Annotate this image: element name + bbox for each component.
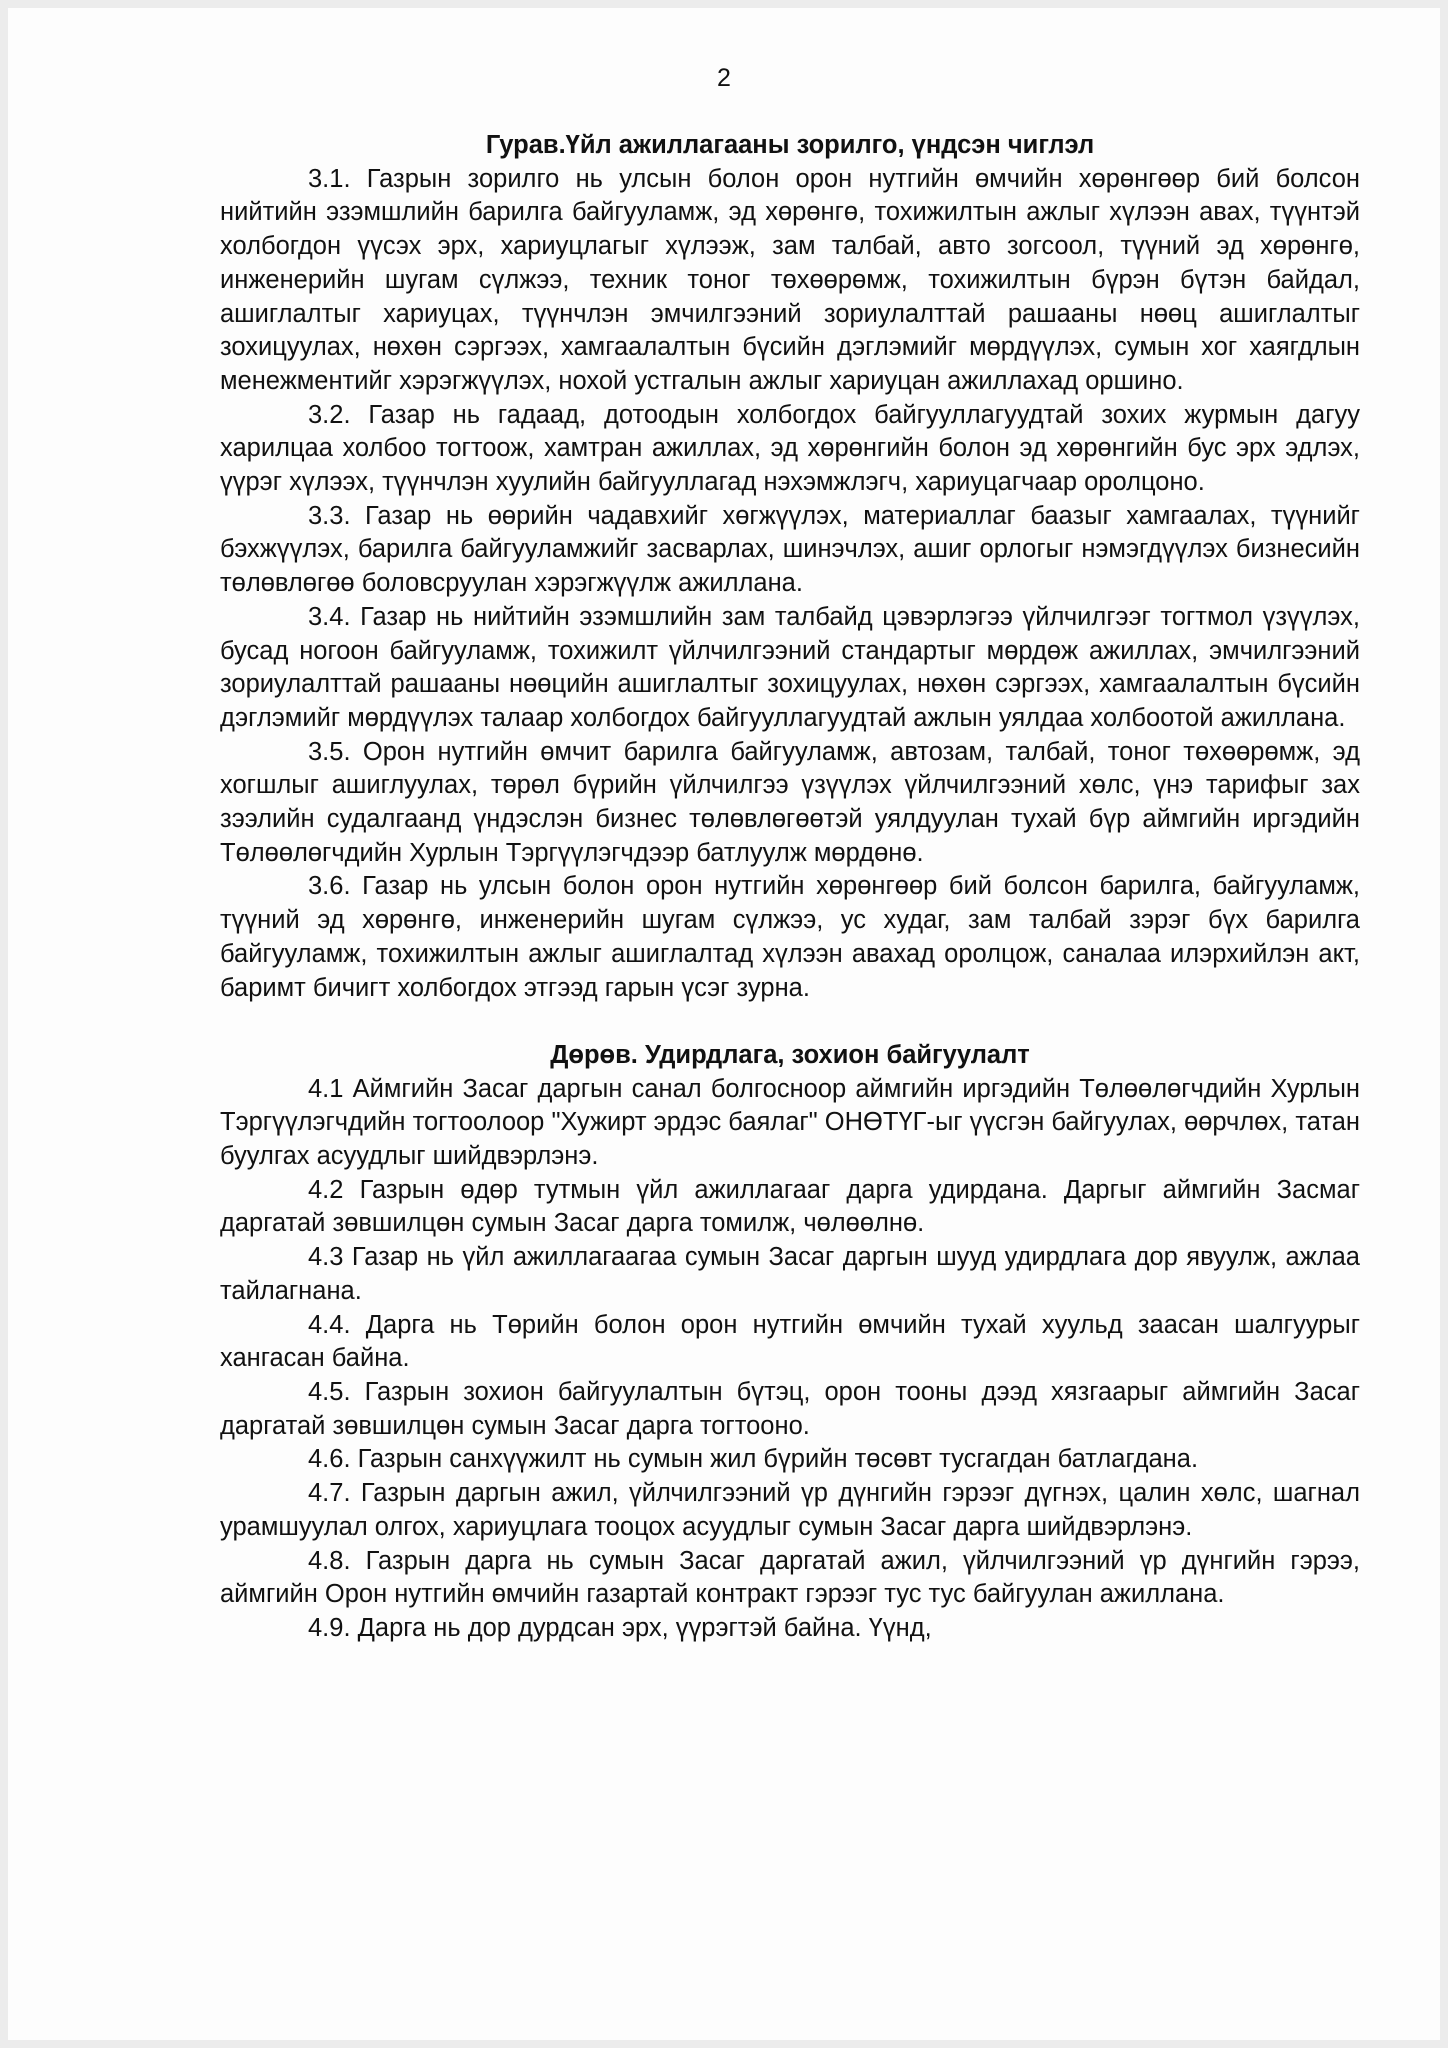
paragraph-4-1: 4.1 Аймгийн Засаг даргын санал болгосноор аймгийн иргэдийн Төлөөлөгчдийн Хурлын Тэргүүлэгчдийн тогтоолоор "Хужирт эрдэс баялаг" ОНӨТҮГ-ыг үүсгэн байгуулах, өөрчлөх, татан буулгах асуудлыг шийдвэрлэнэ.	[220, 1074, 1360, 1171]
document-page	[8, 8, 1440, 2040]
paragraph-4-4: 4.4. Дарга нь Төрийн болон орон нутгийн өмчийн тухай хуульд заасан шалгуурыг хангасан байна.	[220, 1310, 1360, 1373]
paragraph-3-2: 3.2. Газар нь гадаад, дотоодын холбогдох байгууллагуудтай зохих журмын дагуу харилцаа холбоо тогтоож, хамтран ажиллах, эд хөрөнгийн болон эд хөрөнгийн бус эрх эдлэх, үүрэг хүлээх, түүнчлэн хуулийн байгууллагад нэхэмжлэгч, хариуцагчаар оролцоно.	[220, 400, 1360, 497]
paragraph-4-6: 4.6. Газрын санхүүжилт нь сумын жил бүрийн төсөвт тусгагдан батлагдана.	[308, 1445, 1199, 1474]
section-3-heading: Гурав.Үйл ажиллагааны зорилго, үндсэн чиглэл	[485, 131, 1095, 159]
paragraph-4-9: 4.9. Дарга нь дор дурдсан эрх, үүрэгтэй байна. Үүнд,	[308, 1613, 932, 1642]
paragraph-4-3: 4.3 Газар нь үйл ажиллагаагаа сумын Засаг даргын шууд удирдлага дор явуулж, ажлаа тайлагнана.	[220, 1243, 1360, 1305]
section-gap	[220, 1005, 1360, 1039]
paragraph-3-6: 3.6. Газар нь улсын болон орон нутгийн хөрөнгөөр бий болсон барилга, байгууламж, түүний эд хөрөнгө, инженерийн шугам сүлжээ, ус худаг, зам талбай зэрэг бүх барилга байгууламж, тохижилтын ажлыг ашиглалтад хүлээн авахад оролцож, саналаа илэрхийлэн акт, баримт бичигт холбогдох этгээд гарын үсэг зурна.	[220, 872, 1360, 1002]
paragraph-4-2: 4.2 Газрын өдөр тутмын үйл ажиллагааг дарга удирдана. Даргыг аймгийн Засмаг даргатай зөвшилцөн сумын Засаг дарга томилж, чөлөөлнө.	[220, 1175, 1360, 1238]
paragraph-4-5: 4.5. Газрын зохион байгуулалтын бүтэц, орон тооны дээд хязгаарыг аймгийн Засаг даргатай зөвшилцөн сумын Засаг дарга тогтооно.	[220, 1378, 1360, 1440]
paragraph-3-1: 3.1. Газрын зорилго нь улсын болон орон нутгийн өмчийн хөрөнгөөр бий болсон нийтийн эзэмшлийн барилга байгууламж, эд хөрөнгө, тохижилтын ажлыг хүлээн авах, түүнтэй холбогдон үүсэх эрх, хариуцлагыг хүлээж, зам талбай, авто зогсоол, түүний эд хөрөнгө, инженерийн шугам сүлжээ, техник тоног төхөөрөмж, тохижилтын бүрэн бүтэн байдал, ашиглалтыг хариуцах, түүнчлэн эмчилгээний зориулалттай рашааны нөөц ашиглалтыг зохицуулах, нөхөн сэргээх, хамгаалалтын бүсийн дэглэмийг мөрдүүлэх, сумын хог хаягдлын менежментийг хэрэгжүүлэх, нохой устгалын ажлыг хариуцан ажиллахад оршино.	[220, 164, 1360, 395]
document-body	[220, 129, 1360, 1646]
paragraph-3-3: 3.3. Газар нь өөрийн чадавхийг хөгжүүлэх, материаллаг баазыг хамгаалах, түүнийг бэхжүүлэх, барилга байгууламжийг засварлах, шинэчлэх, ашиг орлогыг нэмэгдүүлэх бизнесийн төлөвлөгөө боловсруулан хэрэгжүүлж ажиллана.	[220, 501, 1360, 598]
paragraph-4-8: 4.8. Газрын дарга нь сумын Засаг даргатай ажил, үйлчилгээний үр дүнгийн гэрээ, аймгийн Орон нутгийн өмчийн газартай контракт гэрээг тус тус байгуулан ажиллана.	[220, 1546, 1360, 1609]
section-4-heading: Дөрөв. Удирдлага, зохион байгуулалт	[550, 1040, 1030, 1069]
page-number: 2	[717, 64, 731, 92]
paragraph-3-4: 3.4. Газар нь нийтийн эзэмшлийн зам талбайд цэвэрлэгээ үйлчилгээг тогтмол үзүүлэх, бусад ногоон байгууламж, тохижилт үйлчилгээний стандартыг мөрдөж ажиллах, эмчилгээний зориулалттай рашааны нөөцийн ашиглалтыг зохицуулах, нөхөн сэргээх, хамгаалалтын бүсийн дэглэмийг мөрдүүлэх талаар холбогдох байгууллагуудтай ажлын уялдаа холбоотой ажиллана.	[220, 602, 1360, 732]
paragraph-3-5: 3.5. Орон нутгийн өмчит барилга байгууламж, автозам, талбай, тоног төхөөрөмж, эд хогшлыг ашиглуулах, төрөл бүрийн үйлчилгээ үзүүлэх үйлчилгээний хөлс, үнэ тарифыг зах зээлийн судалгаанд үндэслэн бизнес төлөвлөгөөтэй уялдуулан тухай бүр аймгийн иргэдийн Төлөөлөгчдийн Хурлын Тэргүүлэгчдээр батлуулж мөрдөнө.	[220, 737, 1360, 867]
paragraph-4-7: 4.7. Газрын даргын ажил, үйлчилгээний үр дүнгийн гэрээг дүгнэх, цалин хөлс, шагнал урамшуулал олгох, хариуцлага тооцох асуудлыг сумын Засаг дарга шийдвэрлэнэ.	[220, 1479, 1360, 1541]
